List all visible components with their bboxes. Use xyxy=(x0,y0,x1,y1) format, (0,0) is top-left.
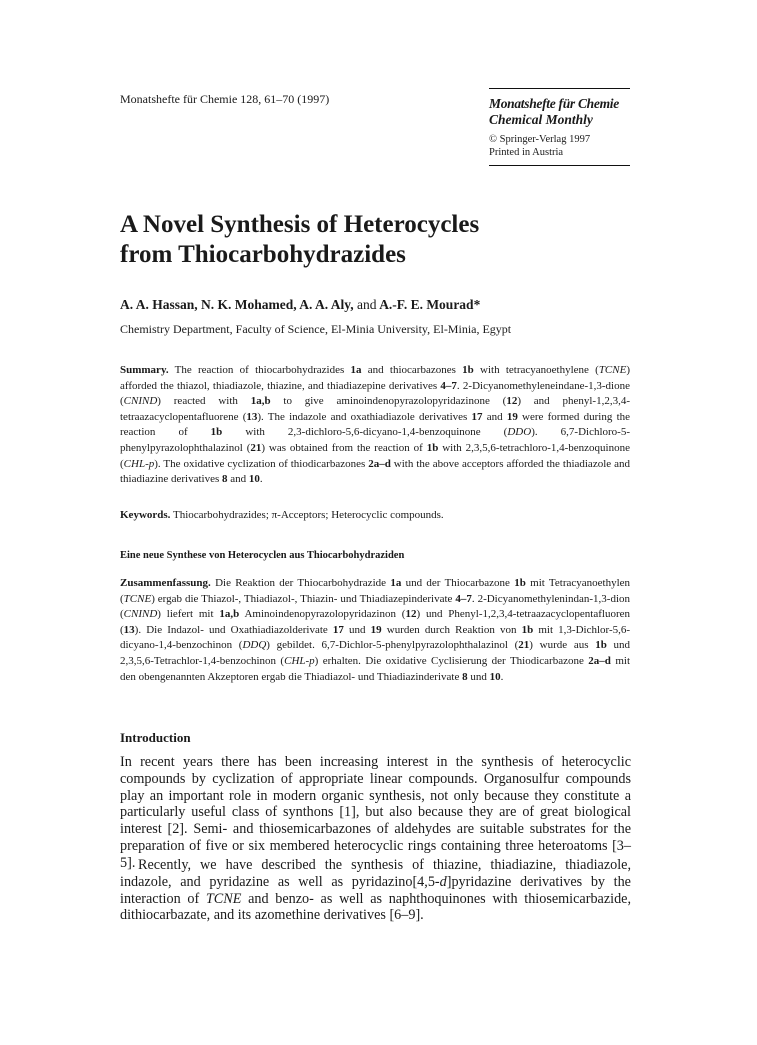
german-text: und xyxy=(343,623,371,636)
german-text: Die Reaktion der Thiocarbohydrazide xyxy=(210,577,391,589)
german-text: ) erhalten. Die oxidative Cyclisierung der Thiodicarbazone xyxy=(314,654,589,667)
paragraph-text: Recently, we have described the synthesis of thiazine, thiadiazine, thiadiazole, indazole, and pyridazine as well as pyridazino[4,5- xyxy=(120,857,631,890)
german-text: und 2,3,5,6-Tetrachlor-1,4-benzochinon ( xyxy=(120,639,630,667)
summary-text: with 2,3,5,6-tetrachloro-1,4-benzoquinone ( xyxy=(120,441,630,470)
german-text: mit den obengenannten Akzeptoren ergab die Thiadiazol- und Thiadiazinderivate xyxy=(120,654,631,683)
compound-ref: 1b xyxy=(595,639,607,652)
german-text: Aminoindenopyrazolopyridazinon ( xyxy=(239,608,406,621)
introduction-paragraph-2 xyxy=(120,857,631,924)
german-text: und xyxy=(467,670,490,683)
compound-ref: 1b xyxy=(462,364,474,376)
introduction-heading: Introduction xyxy=(120,730,191,745)
compound-ref: 1a,b xyxy=(250,395,271,408)
german-text: . xyxy=(500,670,504,683)
compound-ref: 8 xyxy=(462,670,468,683)
german-text: ) liefert mit xyxy=(157,608,220,621)
summary-text: with 2,3-dichloro-5,6-dicyano-1,4-benzoquinone ( xyxy=(222,426,508,439)
abbreviation: TCNE xyxy=(123,592,152,605)
italic-locant: d xyxy=(439,873,447,890)
article-title xyxy=(120,210,640,270)
german-text: und der Thiocarbazone xyxy=(401,577,515,589)
abbreviation: DDQ xyxy=(242,639,267,652)
compound-ref: 8 xyxy=(222,473,228,486)
summary-text: ). The indazole and oxathiadiazole derivatives xyxy=(257,410,472,423)
compound-ref: 21 xyxy=(518,639,530,652)
summary-text: The reaction of thiocarbohydrazides xyxy=(168,364,351,376)
keywords xyxy=(120,508,630,524)
compound-ref: 17 xyxy=(332,623,344,636)
summary-text: and xyxy=(227,473,249,486)
german-abstract xyxy=(120,576,630,685)
german-text: ) gebildet. 6,7-Dichlor-5-phenylpyrazolophthalazinol ( xyxy=(266,639,519,652)
masthead-bottom-rule xyxy=(489,165,630,166)
keywords-text: Thiocarbohydrazides; π-Acceptors; Heterocyclic compounds. xyxy=(170,509,444,521)
abbreviation: DDO xyxy=(507,426,532,439)
summary-text: ). 6,7-Dichloro-5-phenylpyrazolophthalazinol ( xyxy=(120,426,630,454)
summary-text: . 2-Dicyanomethyleneindane-1,3-dione ( xyxy=(120,379,630,408)
summary-text: with the above acceptors afforded the thiadiazole and thiadiazine derivatives xyxy=(120,457,630,486)
compound-ref: 4–7 xyxy=(440,379,457,392)
compound-ref: 13 xyxy=(246,410,258,423)
german-title: Eine neue Synthese von Heterocyclen aus Thiocarbohydraziden xyxy=(120,550,405,561)
keywords-heading: Keywords. xyxy=(120,509,171,521)
abbreviation: CHL-p xyxy=(123,457,155,470)
copyright-notice: © Springer-Verlag 1997 xyxy=(489,134,591,145)
compound-ref: 19 xyxy=(506,410,518,423)
summary-text: were formed during the reaction of xyxy=(120,410,631,439)
authors-and: and xyxy=(357,297,377,312)
summary-text: ). The oxidative cyclization of thiodicarbazones xyxy=(154,457,369,470)
compound-ref: 13 xyxy=(123,623,135,636)
summary-abstract xyxy=(120,363,630,488)
abbreviation: CNIND xyxy=(123,608,158,621)
summary-text: with tetracyanoethylene ( xyxy=(473,364,599,376)
german-text: ) wurde aus xyxy=(529,639,596,652)
compound-ref: 1b xyxy=(514,577,526,589)
compound-ref: 4–7 xyxy=(455,592,472,605)
journal-name: Monatshefte für Chemie xyxy=(489,96,619,111)
compound-ref: 1a,b xyxy=(219,608,240,621)
compound-ref: 10 xyxy=(489,670,501,683)
abbreviation: TCNE xyxy=(205,890,242,907)
compound-ref: 12 xyxy=(506,395,518,408)
abbreviation: CNIND xyxy=(123,395,158,408)
compound-ref: 1b xyxy=(210,426,223,439)
german-text: ) und Phenyl-1,2,3,4-tetraazacyclopentafluoren ( xyxy=(120,608,631,636)
authors-part-2: A.-F. E. Mourad* xyxy=(379,297,481,312)
journal-subtitle: Chemical Monthly xyxy=(489,112,593,127)
german-text: mit Tetracyanoethylen ( xyxy=(120,577,631,605)
compound-ref: 12 xyxy=(405,608,417,621)
compound-ref: 17 xyxy=(471,410,483,423)
author-list xyxy=(120,297,480,313)
summary-text: and xyxy=(482,410,507,423)
german-text: mit 1,3-Dichlor-5,6-dicyano-1,4-benzochinon ( xyxy=(120,623,631,652)
compound-ref: 10 xyxy=(248,473,260,486)
summary-text: and thiocarbazones xyxy=(361,364,463,376)
introduction-paragraph-1: In recent years there has been increasing interest in the synthesis of heterocyclic compounds by cyclization of appropriate linear compounds. Organosulfur compounds play an important role in modern organic synthesis, not only because they constitute a particularly useful class of synthons [1], but also because they are of great biological interest [2]. Semi- and thiosemicarbazones of aldehydes are suitable substrates for the preparation of five or six membered heterocyclic rings containing three heteroatoms [3–5]. xyxy=(120,754,631,871)
abbreviation: CHL-p xyxy=(284,654,315,667)
compound-ref: 1a xyxy=(390,577,402,589)
abbreviation: TCNE xyxy=(598,364,627,376)
german-text: ) ergab die Thiazol-, Thiadiazol-, Thiazin- und Thiadiazepinderivate xyxy=(151,592,456,605)
paragraph-text: and benzo- as well as naphthoquinones with thiosemicarbazide, dithiocarbazate, and its azomethine derivatives [6–9]. xyxy=(120,890,632,924)
affiliation: Chemistry Department, Faculty of Science, El-Minia University, El-Minia, Egypt xyxy=(120,322,512,336)
title-line-2: from Thiocarbohydrazides xyxy=(120,241,406,268)
compound-ref: 2a–d xyxy=(588,654,611,667)
authors-part-1: A. A. Hassan, N. K. Mohamed, A. A. Aly, xyxy=(120,297,354,312)
title-line-1: A Novel Synthesis of Heterocycles xyxy=(120,211,480,238)
compound-ref: 21 xyxy=(250,441,262,454)
compound-ref: 2a–d xyxy=(368,457,391,470)
journal-citation: Monatshefte für Chemie 128, 61–70 (1997) xyxy=(120,92,330,106)
german-text: ). Die Indazol- und Oxathiadiazolderivate xyxy=(134,623,333,636)
compound-ref: 1b xyxy=(426,441,439,454)
summary-text: . xyxy=(259,473,263,486)
compound-ref: 19 xyxy=(370,623,382,636)
paragraph-text: ]pyridazine derivatives by the interaction of xyxy=(120,873,631,907)
german-text: . 2-Dicyanomethylenindan-1,3-dion ( xyxy=(120,592,631,621)
masthead-top-rule xyxy=(489,88,630,89)
compound-ref: 1a xyxy=(350,364,362,376)
printed-notice: Printed in Austria xyxy=(489,147,564,158)
summary-text: ) and phenyl-1,2,3,4-tetraazacyclopentafluorene ( xyxy=(120,395,631,423)
summary-heading: Summary. xyxy=(120,364,169,376)
compound-ref: 1b xyxy=(521,623,534,636)
zusammenfassung-heading: Zusammenfassung. xyxy=(120,577,211,589)
journal-masthead xyxy=(489,88,630,166)
german-text: wurden durch Reaktion von xyxy=(381,623,522,636)
summary-text: ) was obtained from the reaction of xyxy=(261,441,427,454)
summary-text: ) afforded the thiazol, thiadiazole, thiazine, and thiadiazepine derivatives xyxy=(120,364,630,392)
summary-text: ) reacted with xyxy=(157,395,251,408)
summary-text: to give aminoindenopyrazolopyridazinone ( xyxy=(270,395,507,408)
